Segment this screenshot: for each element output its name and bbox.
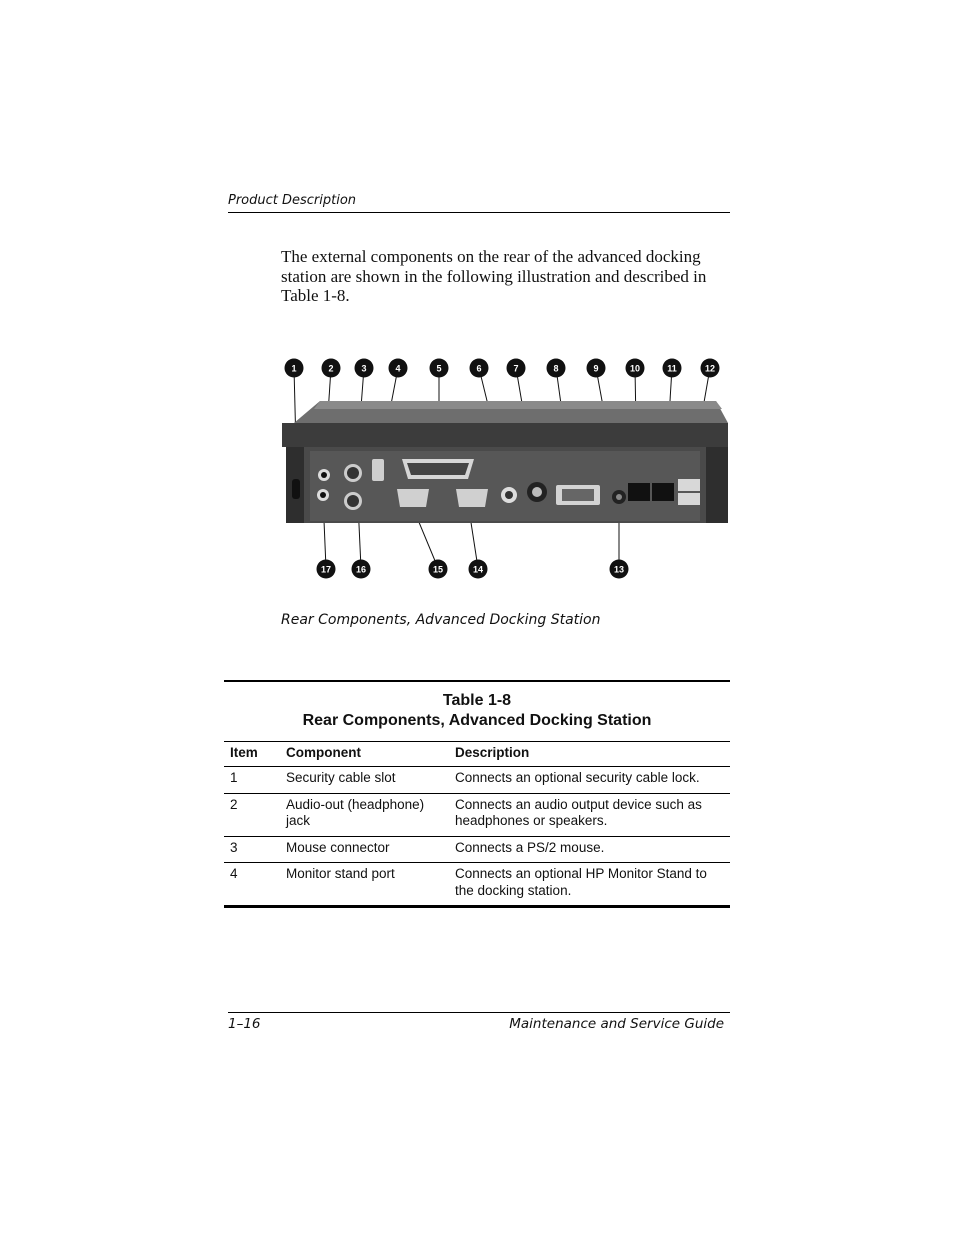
callout-5: [430, 359, 449, 378]
column-header-item: Item: [224, 742, 280, 767]
column-header-component: Component: [280, 742, 449, 767]
svg-text:14: 14: [472, 564, 484, 575]
table-row: [224, 836, 730, 863]
table-header-row: [224, 742, 730, 767]
callout-13: [610, 560, 629, 579]
callout-8: [547, 359, 566, 378]
intro-paragraph: The external components on the rear of the advanced docking station are shown in the following illustration and described in Table 1-8.: [281, 247, 707, 305]
svg-text:6: 6: [476, 363, 482, 374]
callout-14: [469, 560, 488, 579]
components-table: [224, 741, 730, 908]
svg-text:13: 13: [613, 564, 625, 575]
svg-text:2: 2: [328, 363, 334, 374]
figure-caption: Rear Components, Advanced Docking Station: [281, 612, 601, 628]
rear-components-figure: [280, 355, 732, 585]
item-cell: 2: [224, 793, 280, 836]
components-table-block: [224, 680, 730, 908]
callout-1: [285, 359, 304, 378]
page-number: 1–16: [228, 1016, 261, 1032]
table-row: [224, 767, 730, 794]
svg-text:1: 1: [291, 363, 297, 374]
description-cell: Connects an optional security cable lock.: [449, 767, 730, 794]
component-cell: Monitor stand port: [280, 863, 449, 907]
callout-3: [355, 359, 374, 378]
table-title: [224, 680, 730, 741]
svg-text:16: 16: [355, 564, 367, 575]
description-cell: Connects an optional HP Monitor Stand to the docking station.: [449, 863, 730, 907]
svg-text:17: 17: [320, 564, 332, 575]
svg-text:4: 4: [395, 363, 401, 374]
table-caption: Rear Components, Advanced Docking Station: [302, 712, 652, 729]
callout-17: [317, 560, 336, 579]
callout-11: [663, 359, 682, 378]
guide-title: Maintenance and Service Guide: [509, 1016, 724, 1032]
svg-text:12: 12: [704, 363, 716, 374]
running-footer: [228, 1012, 730, 1037]
component-cell: Mouse connector: [280, 836, 449, 863]
section-title: Product Description: [228, 193, 357, 208]
component-cell: Audio-out (headphone) jack: [280, 793, 449, 836]
callout-2: [322, 359, 341, 378]
docking-station-illustration: [280, 355, 732, 585]
running-header: [228, 191, 730, 213]
svg-text:11: 11: [667, 363, 677, 374]
svg-text:5: 5: [436, 363, 442, 374]
svg-text:15: 15: [432, 564, 444, 575]
callout-15: [429, 560, 448, 579]
callout-12: [701, 359, 720, 378]
callout-16: [352, 560, 371, 579]
callout-6: [470, 359, 489, 378]
item-cell: 3: [224, 836, 280, 863]
svg-text:10: 10: [629, 363, 641, 374]
table-row: [224, 793, 730, 836]
callout-10: [626, 359, 645, 378]
component-cell: Security cable slot: [280, 767, 449, 794]
svg-text:9: 9: [593, 363, 599, 374]
callout-4: [389, 359, 408, 378]
description-cell: Connects an audio output device such as headphones or speakers.: [449, 793, 730, 836]
table-row: [224, 863, 730, 907]
callout-7: [507, 359, 526, 378]
description-cell: Connects a PS/2 mouse.: [449, 836, 730, 863]
svg-text:3: 3: [361, 363, 367, 374]
column-header-description: Description: [449, 742, 730, 767]
table-number: Table 1-8: [442, 692, 512, 709]
item-cell: 4: [224, 863, 280, 907]
callout-9: [587, 359, 606, 378]
item-cell: 1: [224, 767, 280, 794]
svg-text:7: 7: [513, 363, 519, 374]
svg-text:8: 8: [553, 363, 559, 374]
